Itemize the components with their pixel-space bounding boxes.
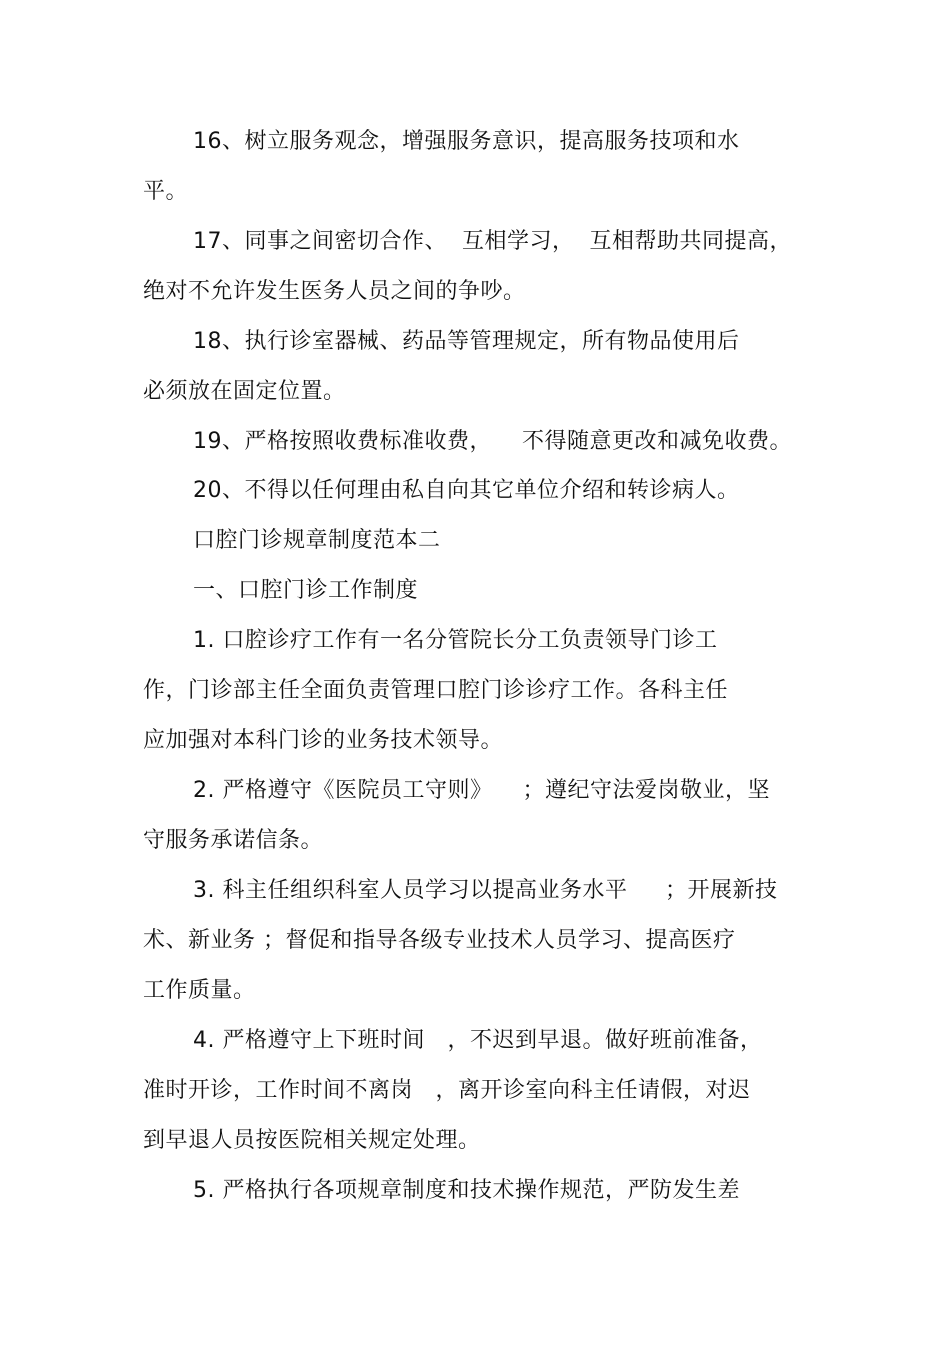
paragraph-17-line-1: 17、同事之间密切合作、 互相学习， 互相帮助共同提高， xyxy=(193,229,792,254)
paragraph-20-line-1: 20、不得以任何理由私自向其它单位介绍和转诊病人。 xyxy=(193,478,740,503)
item-1-line-3: 应加强对本科门诊的业务技术领导。 xyxy=(143,728,504,753)
item-3-line-3: 工作质量。 xyxy=(143,978,256,1003)
paragraph-18-line-1: 18、执行诊室器械、药品等管理规定，所有物品使用后 xyxy=(193,329,740,354)
item-4-line-3: 到早退人员按医院相关规定处理。 xyxy=(143,1128,481,1153)
item-5-line-1: 5. 严格执行各项规章制度和技术操作规范，严防发生差 xyxy=(193,1178,740,1203)
item-3-line-2: 术、新业务 ；督促和指导各级专业技术人员学习、提高医疗 xyxy=(143,928,736,953)
item-1-line-1: 1. 口腔诊疗工作有一名分管院长分工负责领导门诊工 xyxy=(193,628,718,653)
item-4-line-1: 4. 严格遵守上下班时间 ，不迟到早退。做好班前准备， xyxy=(193,1028,763,1053)
item-3-line-1: 3. 科主任组织科室人员学习以提高业务水平 ；开展新技 xyxy=(193,878,778,903)
item-1-line-2: 作，门诊部主任全面负责管理口腔门诊诊疗工作。各科主任 xyxy=(143,678,729,703)
item-2-line-1: 2. 严格遵守《医院员工守则》 ；遵纪守法爱岗敬业，坚 xyxy=(193,778,770,803)
paragraph-19-line-1: 19、严格按照收费标准收费， 不得随意更改和减免收费。 xyxy=(193,429,792,454)
paragraph-17-line-2: 绝对不允许发生医务人员之间的争吵。 xyxy=(143,279,526,304)
subsection-heading: 一、口腔门诊工作制度 xyxy=(193,578,419,603)
paragraph-16-line-1: 16、树立服务观念，增强服务意识，提高服务技项和水 xyxy=(193,129,740,154)
paragraph-16-line-2: 平。 xyxy=(143,179,189,204)
item-4-line-2: 准时开诊，工作时间不离岗 ，离开诊室向科主任请假，对迟 xyxy=(143,1078,751,1103)
item-2-line-2: 守服务承诺信条。 xyxy=(143,828,324,853)
section-title: 口腔门诊规章制度范本二 xyxy=(193,528,441,553)
paragraph-18-line-2: 必须放在固定位置。 xyxy=(143,379,346,404)
